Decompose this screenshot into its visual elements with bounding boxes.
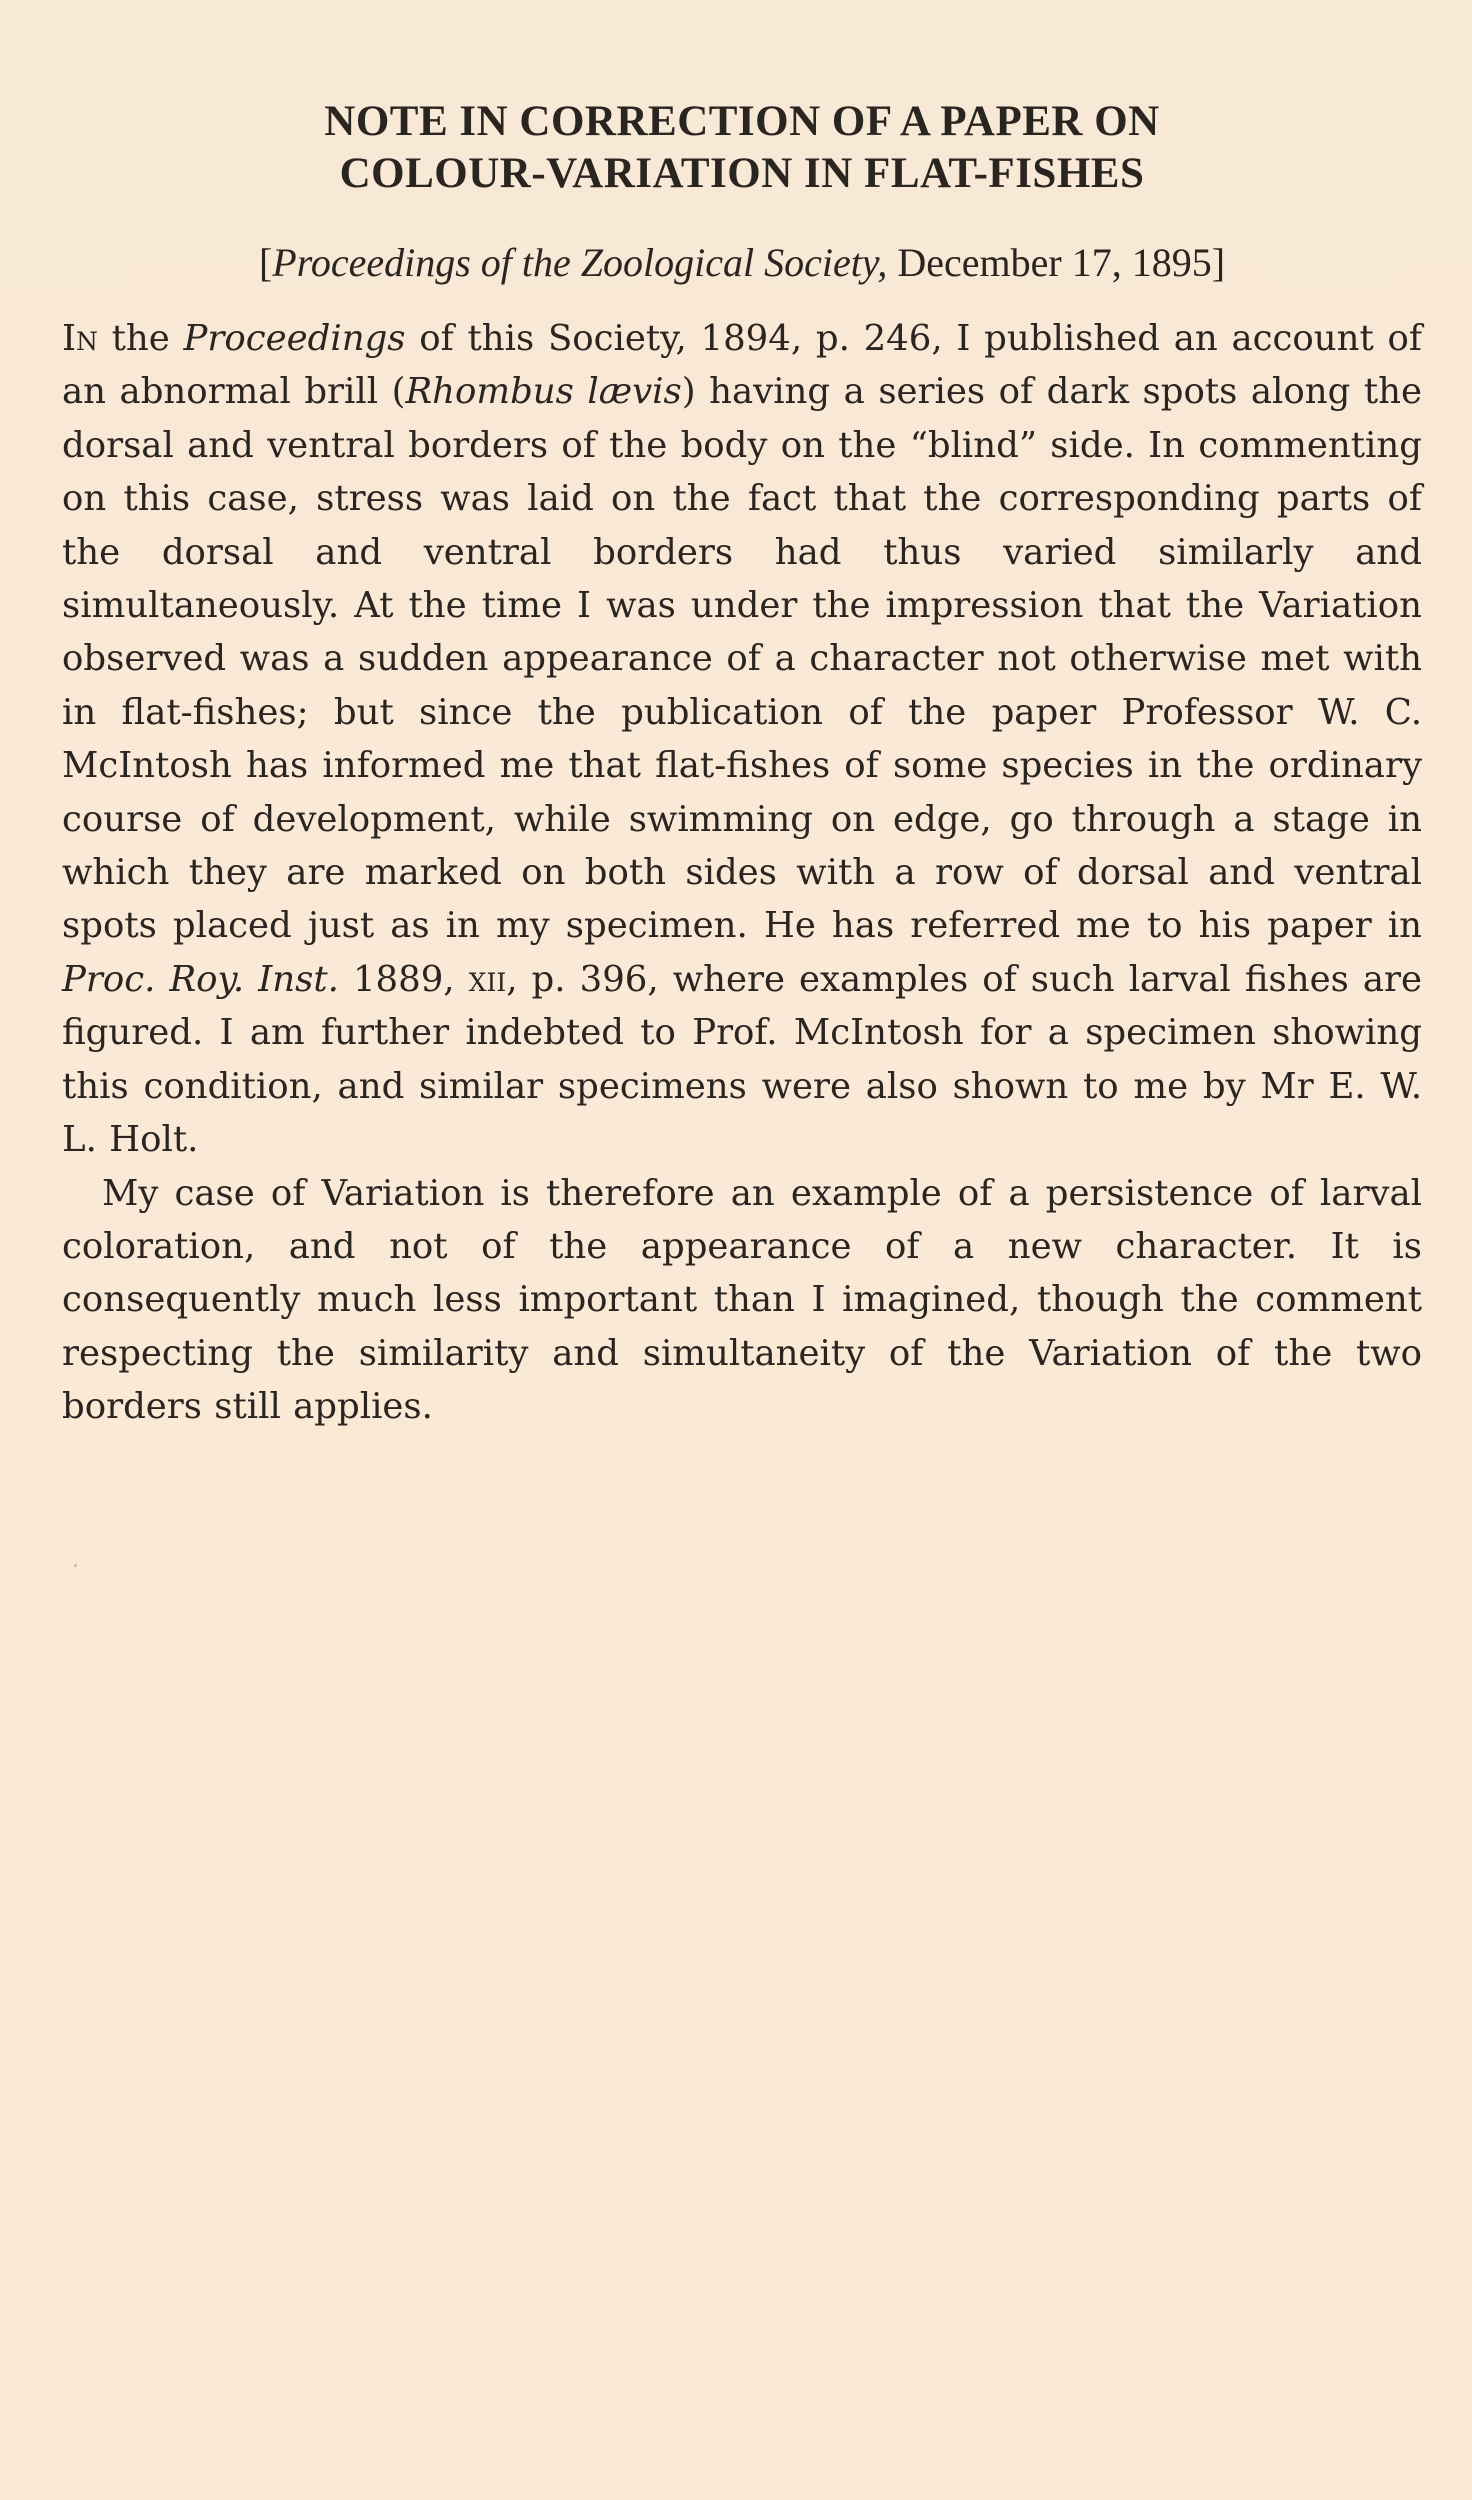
paragraph-1 bbox=[62, 312, 1422, 1167]
title-line-2: COLOUR-VARIATION IN FLAT-FISHES bbox=[339, 150, 1145, 197]
source-journal: Proceedings of the Zoological Society, bbox=[272, 240, 888, 285]
paper-speck bbox=[74, 1564, 77, 1567]
paragraph-1-part-3: ) having a series of dark spots along the dorsal and ventral borders of the body on the “blind” side. In commenting on this case, stress was laid on the fact that the corresponding parts of the dorsal and ventral borders had thus varied similarly and simultaneously. At the time I was under the impression that the Variation observed was a sudden appearance of a character not otherwise met with in flat-fishes; but since the publication of the paper Professor W. C. McIntosh has informed me that flat-fishes of some species in the ordinary course of development, while swimming on edge, go through a stage in which they are marked on both sides with a row of dorsal and ventral spots placed just as in my specimen. He has referred me to his paper in bbox=[62, 371, 1422, 947]
paragraph-1-dropcap: In bbox=[62, 318, 98, 359]
paragraph-1-part-1: the bbox=[97, 318, 184, 359]
paragraph-1-italic-species: Rhombus lævis bbox=[405, 371, 682, 413]
paragraph-1-volume-numeral: xii bbox=[468, 958, 507, 1000]
paragraph-2: My case of Variation is therefore an example of a persistence of larval coloration, and not of the appearance of a new character. It is consequently much less important than I imagined, though the comment respecting the similarity and simultaneity of the Variation of the two borders still applies. bbox=[62, 1172, 1422, 1428]
paragraph-1-part-2: of this Society, 1894, p. 246, I published an account of an abnormal brill ( bbox=[62, 318, 1422, 413]
source-date: December 17, 1895] bbox=[887, 240, 1226, 285]
paragraph-1-part-5: , p. 396, where examples of such larval fishes are figured. I am further indebted to Prof. McIntosh for a specimen showing this condition, and similar specimens were also shown to me by Mr E. W. L. Holt. bbox=[62, 958, 1423, 1161]
paragraph-1-italic-proceedings: Proceedings bbox=[183, 318, 406, 359]
document-title bbox=[62, 0, 1422, 200]
document-page bbox=[62, 0, 1422, 1434]
source-citation bbox=[62, 238, 1422, 288]
paragraph-1-part-4: 1889, bbox=[338, 958, 469, 1000]
body-text bbox=[62, 312, 1422, 1434]
source-open-bracket: [ bbox=[258, 240, 273, 285]
title-line-1: NOTE IN CORRECTION OF A PAPER ON bbox=[324, 98, 1160, 145]
paragraph-1-italic-journal: Proc. Roy. Inst. bbox=[62, 958, 339, 1000]
